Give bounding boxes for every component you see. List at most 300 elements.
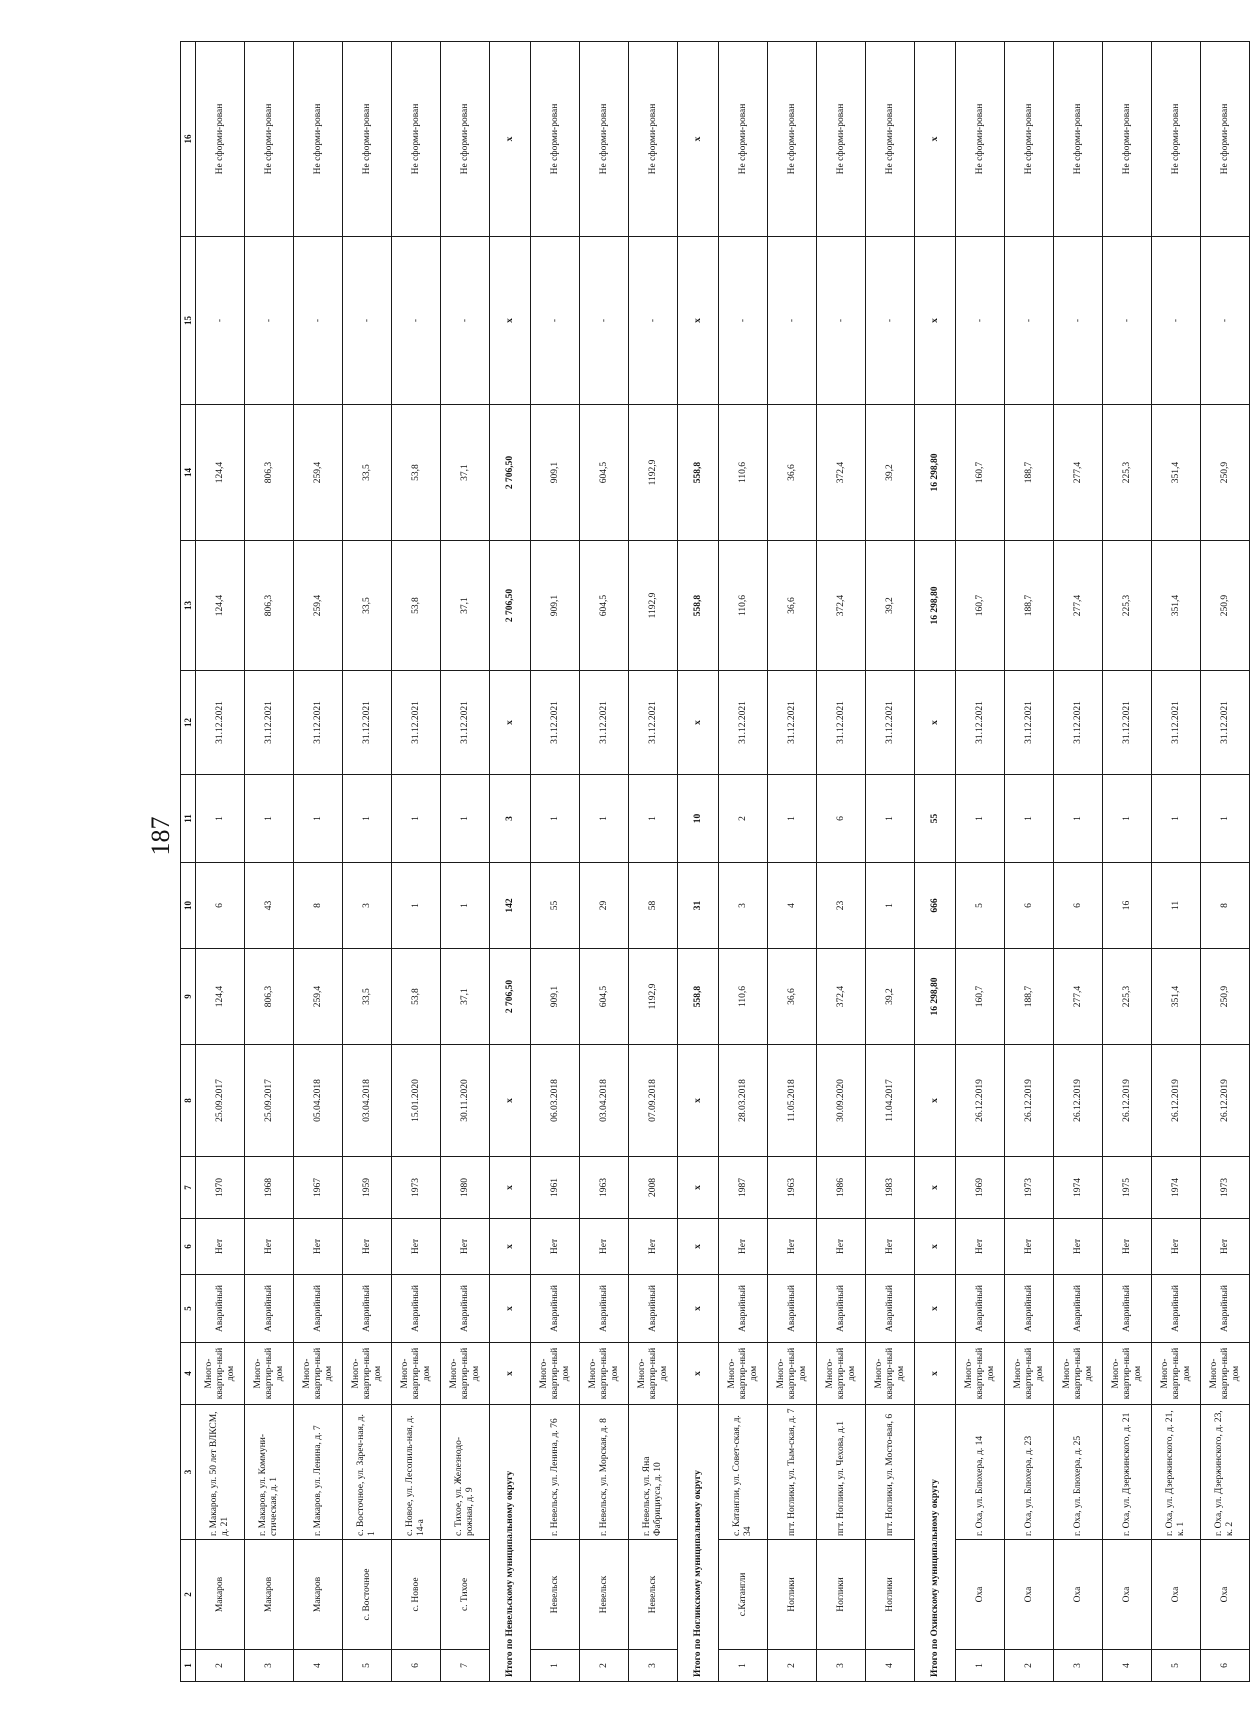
table-cell: 277,4: [1054, 541, 1103, 671]
table-cell: 1983: [866, 1157, 915, 1219]
table-cell: Аварийный: [441, 1275, 490, 1343]
table-cell: Нет: [956, 1219, 1005, 1275]
table-cell: 160,7: [956, 541, 1005, 671]
table-cell: 16: [1103, 863, 1152, 949]
table-cell: 1192,9: [629, 949, 678, 1045]
table-cell: 31.12.2021: [1103, 671, 1152, 775]
table-row: [392, 42, 441, 1682]
table-cell: Нет: [196, 1219, 245, 1275]
table-row: [1201, 42, 1250, 1682]
table-cell: Не сформи-рован: [441, 42, 490, 237]
table-cell: с. Восточное, ул. Зареч-ная, д. 1: [343, 1405, 392, 1540]
table-cell: 604,5: [580, 541, 629, 671]
table-cell: 1: [196, 775, 245, 863]
table-row: [1005, 42, 1054, 1682]
table-cell: 1973: [1005, 1157, 1054, 1219]
table-cell: 1: [441, 775, 490, 863]
table-cell: 53,8: [392, 949, 441, 1045]
table-cell: 36,6: [768, 405, 817, 541]
table-cell: 2: [768, 1650, 817, 1682]
table-cell: Не сформи-рован: [392, 42, 441, 237]
table-cell: Нет: [245, 1219, 294, 1275]
table-cell: 1: [768, 775, 817, 863]
table-cell: Аварийный: [866, 1275, 915, 1343]
column-number: 10: [181, 863, 196, 949]
table-cell: Много-квартир-ный дом: [1054, 1343, 1103, 1405]
subtotal-cell: x: [915, 237, 956, 405]
page-number: 187: [146, 816, 175, 856]
table-row: [1103, 42, 1152, 1682]
table-cell: с. Новое: [392, 1540, 441, 1650]
table-cell: Нет: [392, 1219, 441, 1275]
table-cell: 1: [392, 863, 441, 949]
table-cell: Ноглики: [866, 1540, 915, 1650]
table-cell: 28.03.2018: [719, 1045, 768, 1157]
subtotal-cell: x: [678, 1219, 719, 1275]
table-cell: 4: [1103, 1650, 1152, 1682]
table-cell: -: [817, 237, 866, 405]
table-cell: 1: [294, 775, 343, 863]
table-cell: 37,1: [441, 541, 490, 671]
table-cell: Невельск: [629, 1540, 678, 1650]
table-cell: 5: [343, 1650, 392, 1682]
table-cell: 225,3: [1103, 541, 1152, 671]
table-cell: 604,5: [580, 405, 629, 541]
table-cell: 1192,9: [629, 541, 678, 671]
table-cell: Много-квартир-ный дом: [343, 1343, 392, 1405]
table-cell: 5: [1152, 1650, 1201, 1682]
table-row: [245, 42, 294, 1682]
table-cell: Не сформи-рован: [531, 42, 580, 237]
column-number: 1: [181, 1650, 196, 1682]
table-cell: Много-квартир-ный дом: [956, 1343, 1005, 1405]
table-cell: Аварийный: [817, 1275, 866, 1343]
table-row: [531, 42, 580, 1682]
table-cell: 23: [817, 863, 866, 949]
table-cell: Аварийный: [719, 1275, 768, 1343]
subtotal-title: Итого по Невельскому муниципальному округу: [490, 1405, 531, 1682]
table-cell: 6: [1005, 863, 1054, 949]
table-cell: Аварийный: [196, 1275, 245, 1343]
subtotal-cell: x: [678, 1343, 719, 1405]
table-cell: -: [531, 237, 580, 405]
table-cell: 5: [956, 863, 1005, 949]
table-cell: Не сформи-рован: [1152, 42, 1201, 237]
table-cell: 36,6: [768, 541, 817, 671]
subtotal-cell: x: [490, 1275, 531, 1343]
table-cell: Нет: [768, 1219, 817, 1275]
table-cell: 351,4: [1152, 949, 1201, 1045]
column-number: 12: [181, 671, 196, 775]
table-cell: 31.12.2021: [817, 671, 866, 775]
subtotal-cell: 10: [678, 775, 719, 863]
table-cell: г. Макаров, ул. Коммуни-стическая, д. 1: [245, 1405, 294, 1540]
table-cell: 37,1: [441, 405, 490, 541]
subtotal-cell: x: [678, 671, 719, 775]
subtotal-cell: x: [490, 42, 531, 237]
table-cell: Аварийный: [1103, 1275, 1152, 1343]
table-cell: 1: [441, 863, 490, 949]
subtotal-row: [678, 42, 719, 1682]
subtotal-cell: x: [915, 1045, 956, 1157]
table-cell: Оха: [1005, 1540, 1054, 1650]
table-cell: 31.12.2021: [1201, 671, 1250, 775]
table-cell: Нет: [1054, 1219, 1103, 1275]
table-cell: 110,6: [719, 949, 768, 1045]
table-cell: Аварийный: [392, 1275, 441, 1343]
table-cell: Нет: [629, 1219, 678, 1275]
table-cell: 188,7: [1005, 405, 1054, 541]
table-cell: 1968: [245, 1157, 294, 1219]
table-cell: 372,4: [817, 541, 866, 671]
table-cell: 36,6: [768, 949, 817, 1045]
table-cell: 2008: [629, 1157, 678, 1219]
table-cell: Аварийный: [629, 1275, 678, 1343]
table-cell: 25.09.2017: [196, 1045, 245, 1157]
table-cell: -: [1152, 237, 1201, 405]
table-cell: 26.12.2019: [956, 1045, 1005, 1157]
table-cell: Нет: [1005, 1219, 1054, 1275]
subtotal-cell: x: [490, 671, 531, 775]
table-row: [817, 42, 866, 1682]
table-cell: Нет: [817, 1219, 866, 1275]
table-cell: 03.04.2018: [580, 1045, 629, 1157]
subtotal-cell: 558,8: [678, 949, 719, 1045]
table-cell: Нет: [343, 1219, 392, 1275]
subtotal-cell: 558,8: [678, 405, 719, 541]
table-cell: 31.12.2021: [343, 671, 392, 775]
table-cell: 277,4: [1054, 949, 1103, 1045]
table-cell: 806,3: [245, 405, 294, 541]
subtotal-cell: x: [678, 1157, 719, 1219]
table-row: [629, 42, 678, 1682]
table-cell: 372,4: [817, 405, 866, 541]
table-cell: 43: [245, 863, 294, 949]
table-cell: 4: [866, 1650, 915, 1682]
table-cell: Много-квартир-ный дом: [1152, 1343, 1201, 1405]
table-cell: 1975: [1103, 1157, 1152, 1219]
table-cell: Много-квартир-ный дом: [1103, 1343, 1152, 1405]
table-cell: 250,9: [1201, 541, 1250, 671]
table-cell: -: [392, 237, 441, 405]
table-cell: Аварийный: [956, 1275, 1005, 1343]
table-cell: с. Восточное: [343, 1540, 392, 1650]
table-cell: Не сформи-рован: [629, 42, 678, 237]
table-cell: 1: [866, 863, 915, 949]
table-row: [196, 42, 245, 1682]
table-cell: 124,4: [196, 541, 245, 671]
table-cell: 250,9: [1201, 949, 1250, 1045]
subtotal-cell: x: [915, 42, 956, 237]
table-cell: 1961: [531, 1157, 580, 1219]
table-cell: 1967: [294, 1157, 343, 1219]
subtotal-cell: x: [678, 42, 719, 237]
table-cell: 33,5: [343, 541, 392, 671]
table-cell: 1: [1201, 775, 1250, 863]
table-cell: Много-квартир-ный дом: [196, 1343, 245, 1405]
table-cell: Много-квартир-ный дом: [817, 1343, 866, 1405]
table-cell: 351,4: [1152, 541, 1201, 671]
subtotal-cell: 142: [490, 863, 531, 949]
subtotal-cell: x: [915, 1219, 956, 1275]
table-cell: 1963: [580, 1157, 629, 1219]
table-cell: Аварийный: [343, 1275, 392, 1343]
table-cell: Нет: [580, 1219, 629, 1275]
table-cell: 8: [1201, 863, 1250, 949]
table-cell: 31.12.2021: [1054, 671, 1103, 775]
table-cell: с. Катангли, ул. Совет-ская, д. 34: [719, 1405, 768, 1540]
subtotal-row: [915, 42, 956, 1682]
table-cell: 6: [1054, 863, 1103, 949]
table-cell: г. Оха, ул. Блюхера, д. 14: [956, 1405, 1005, 1540]
table-cell: 15.01.2020: [392, 1045, 441, 1157]
table-cell: 1: [343, 775, 392, 863]
table-cell: 3: [629, 1650, 678, 1682]
table-cell: г. Оха, ул. Дзержинского, д. 21: [1103, 1405, 1152, 1540]
subtotal-cell: 666: [915, 863, 956, 949]
table-cell: г. Невельск, ул. Морская, д. 8: [580, 1405, 629, 1540]
column-number: 2: [181, 1540, 196, 1650]
table-cell: Не сформи-рован: [956, 42, 1005, 237]
table-cell: 259,4: [294, 949, 343, 1045]
table-cell: Не сформи-рован: [866, 42, 915, 237]
table-cell: 31.12.2021: [531, 671, 580, 775]
table-cell: 4: [294, 1650, 343, 1682]
subtotal-cell: 16 298,80: [915, 949, 956, 1045]
column-number-row: [181, 42, 196, 1682]
table-cell: Аварийный: [294, 1275, 343, 1343]
table-cell: 31.12.2021: [768, 671, 817, 775]
table-cell: 806,3: [245, 541, 294, 671]
table-cell: г. Оха, ул. Блюхера, д. 23: [1005, 1405, 1054, 1540]
table-cell: 1959: [343, 1157, 392, 1219]
column-number: 11: [181, 775, 196, 863]
table-cell: 05.04.2018: [294, 1045, 343, 1157]
table-cell: Макаров: [245, 1540, 294, 1650]
subtotal-cell: 2 706,50: [490, 541, 531, 671]
table-cell: Невельск: [580, 1540, 629, 1650]
column-number: 8: [181, 1045, 196, 1157]
table-cell: -: [1201, 237, 1250, 405]
table-cell: -: [196, 237, 245, 405]
table-cell: 1969: [956, 1157, 1005, 1219]
table-cell: 1: [1005, 775, 1054, 863]
table-cell: 124,4: [196, 949, 245, 1045]
table-cell: Невельск: [531, 1540, 580, 1650]
subtotal-cell: x: [915, 671, 956, 775]
table-cell: 39,2: [866, 405, 915, 541]
table-cell: 3: [245, 1650, 294, 1682]
table-cell: Не сформи-рован: [719, 42, 768, 237]
table-cell: 33,5: [343, 949, 392, 1045]
column-number: 3: [181, 1405, 196, 1540]
table-cell: с. Новое, ул. Лесопиль-ная, д. 14-а: [392, 1405, 441, 1540]
table-cell: г. Макаров, ул. Ленина, д. 7: [294, 1405, 343, 1540]
table-cell: 1: [580, 775, 629, 863]
table-cell: 06.03.2018: [531, 1045, 580, 1157]
table-cell: Оха: [1103, 1540, 1152, 1650]
rotated-table-container: [180, 42, 1241, 1682]
table-cell: Много-квартир-ный дом: [629, 1343, 678, 1405]
table-cell: -: [768, 237, 817, 405]
table-cell: Много-квартир-ный дом: [392, 1343, 441, 1405]
subtotal-cell: 16 298,80: [915, 541, 956, 671]
table-cell: 6: [1201, 1650, 1250, 1682]
table-cell: 31.12.2021: [719, 671, 768, 775]
table-cell: г. Невельск, ул. Ленина, д. 76: [531, 1405, 580, 1540]
table-cell: 03.04.2018: [343, 1045, 392, 1157]
table-cell: 1: [1103, 775, 1152, 863]
table-cell: пгт. Ноглики, ул. Чехова, д.1: [817, 1405, 866, 1540]
table-row: [343, 42, 392, 1682]
table-cell: 53,8: [392, 541, 441, 671]
table-cell: 188,7: [1005, 541, 1054, 671]
table-cell: 30.11.2020: [441, 1045, 490, 1157]
table-cell: 124,4: [196, 405, 245, 541]
subtotal-cell: 558,8: [678, 541, 719, 671]
table-cell: 6: [817, 775, 866, 863]
table-cell: 31.12.2021: [1005, 671, 1054, 775]
table-cell: 909,1: [531, 949, 580, 1045]
table-cell: 58: [629, 863, 678, 949]
table-cell: 1987: [719, 1157, 768, 1219]
subtotal-cell: x: [915, 1157, 956, 1219]
table-cell: Не сформи-рован: [580, 42, 629, 237]
table-cell: Аварийный: [580, 1275, 629, 1343]
table-cell: 3: [343, 863, 392, 949]
table-cell: Не сформи-рован: [343, 42, 392, 237]
table-cell: 1: [1152, 775, 1201, 863]
subtotal-cell: 55: [915, 775, 956, 863]
table-cell: Оха: [956, 1540, 1005, 1650]
table-cell: 37,1: [441, 949, 490, 1045]
table-row: [866, 42, 915, 1682]
table-cell: 26.12.2019: [1152, 1045, 1201, 1157]
table-cell: 8: [294, 863, 343, 949]
table-cell: 1: [392, 775, 441, 863]
table-cell: Аварийный: [768, 1275, 817, 1343]
table-cell: Нет: [531, 1219, 580, 1275]
table-cell: 909,1: [531, 541, 580, 671]
table-cell: 4: [768, 863, 817, 949]
table-cell: г. Оха, ул. Блюхера, д. 25: [1054, 1405, 1103, 1540]
table-cell: 372,4: [817, 949, 866, 1045]
table-cell: 6: [392, 1650, 441, 1682]
table-cell: пгт. Ноглики, ул. Мосто-вая, 6: [866, 1405, 915, 1540]
column-number: 14: [181, 405, 196, 541]
subtotal-title: Итого по Ногликскому муниципальному округу: [678, 1405, 719, 1682]
table-cell: Много-квартир-ный дом: [531, 1343, 580, 1405]
column-number: 4: [181, 1343, 196, 1405]
table-cell: 110,6: [719, 541, 768, 671]
table-cell: Много-квартир-ный дом: [719, 1343, 768, 1405]
table-cell: Оха: [1152, 1540, 1201, 1650]
table-cell: 1192,9: [629, 405, 678, 541]
table-cell: 26.12.2019: [1103, 1045, 1152, 1157]
table-cell: 26.12.2019: [1005, 1045, 1054, 1157]
table-cell: Аварийный: [245, 1275, 294, 1343]
table-cell: Оха: [1054, 1540, 1103, 1650]
table-cell: Не сформи-рован: [1054, 42, 1103, 237]
table-cell: г. Невельск, ул. Яна Фабрициуса, д. 10: [629, 1405, 678, 1540]
table-cell: Макаров: [196, 1540, 245, 1650]
table-cell: 1963: [768, 1157, 817, 1219]
table-cell: 1: [531, 1650, 580, 1682]
table-cell: 1: [956, 1650, 1005, 1682]
table-row: [580, 42, 629, 1682]
table-cell: Нет: [866, 1219, 915, 1275]
subtotal-cell: 2 706,50: [490, 405, 531, 541]
table-cell: Не сформи-рован: [1103, 42, 1152, 237]
table-cell: Не сформи-рован: [245, 42, 294, 237]
table-cell: пгт. Ноглики, ул. Тым-ская, д. 7: [768, 1405, 817, 1540]
table-cell: Не сформи-рован: [1005, 42, 1054, 237]
subtotal-cell: 31: [678, 863, 719, 949]
table-cell: 1: [629, 775, 678, 863]
table-cell: Нет: [1103, 1219, 1152, 1275]
table-cell: 25.09.2017: [245, 1045, 294, 1157]
subtotal-cell: x: [490, 1219, 531, 1275]
table-cell: Макаров: [294, 1540, 343, 1650]
table-cell: 351,4: [1152, 405, 1201, 541]
table-cell: с.Катангли: [719, 1540, 768, 1650]
subtotal-cell: 2 706,50: [490, 949, 531, 1045]
table-cell: 259,4: [294, 405, 343, 541]
subtotal-cell: x: [915, 1275, 956, 1343]
table-cell: 53,8: [392, 405, 441, 541]
table-cell: Много-квартир-ный дом: [768, 1343, 817, 1405]
table-cell: 2: [580, 1650, 629, 1682]
table-row: [1054, 42, 1103, 1682]
table-cell: 30.09.2020: [817, 1045, 866, 1157]
table-cell: Не сформи-рован: [1201, 42, 1250, 237]
column-number: 15: [181, 237, 196, 405]
table-cell: -: [719, 237, 768, 405]
table-cell: -: [1005, 237, 1054, 405]
table-cell: Много-квартир-ный дом: [1201, 1343, 1250, 1405]
table-cell: 2: [196, 1650, 245, 1682]
table-cell: 31.12.2021: [441, 671, 490, 775]
table-cell: 1: [956, 775, 1005, 863]
table-row: [1152, 42, 1201, 1682]
table-cell: 31.12.2021: [196, 671, 245, 775]
table-cell: Много-квартир-ный дом: [441, 1343, 490, 1405]
table-cell: -: [1103, 237, 1152, 405]
table-cell: 39,2: [866, 541, 915, 671]
table-cell: с. Тихое, ул. Железнодо-рожная, д. 9: [441, 1405, 490, 1540]
table-cell: 31.12.2021: [392, 671, 441, 775]
table-cell: 1980: [441, 1157, 490, 1219]
subtotal-title: Итого по Охинскому муниципальному округу: [915, 1405, 956, 1682]
table-cell: Аварийный: [1054, 1275, 1103, 1343]
table-cell: 1: [719, 1650, 768, 1682]
table-cell: 11: [1152, 863, 1201, 949]
subtotal-cell: x: [490, 1157, 531, 1219]
table-cell: Много-квартир-ный дом: [294, 1343, 343, 1405]
table-row: [719, 42, 768, 1682]
table-cell: 604,5: [580, 949, 629, 1045]
table-cell: Не сформи-рован: [196, 42, 245, 237]
table-cell: г. Оха, ул. Дзержинского, д. 21, к. 1: [1152, 1405, 1201, 1540]
table-cell: 160,7: [956, 405, 1005, 541]
table-cell: -: [245, 237, 294, 405]
table-cell: 26.12.2019: [1201, 1045, 1250, 1157]
table-cell: 2: [719, 775, 768, 863]
table-cell: -: [956, 237, 1005, 405]
table-cell: Аварийный: [1152, 1275, 1201, 1343]
table-row: [294, 42, 343, 1682]
table-cell: Много-квартир-ный дом: [866, 1343, 915, 1405]
